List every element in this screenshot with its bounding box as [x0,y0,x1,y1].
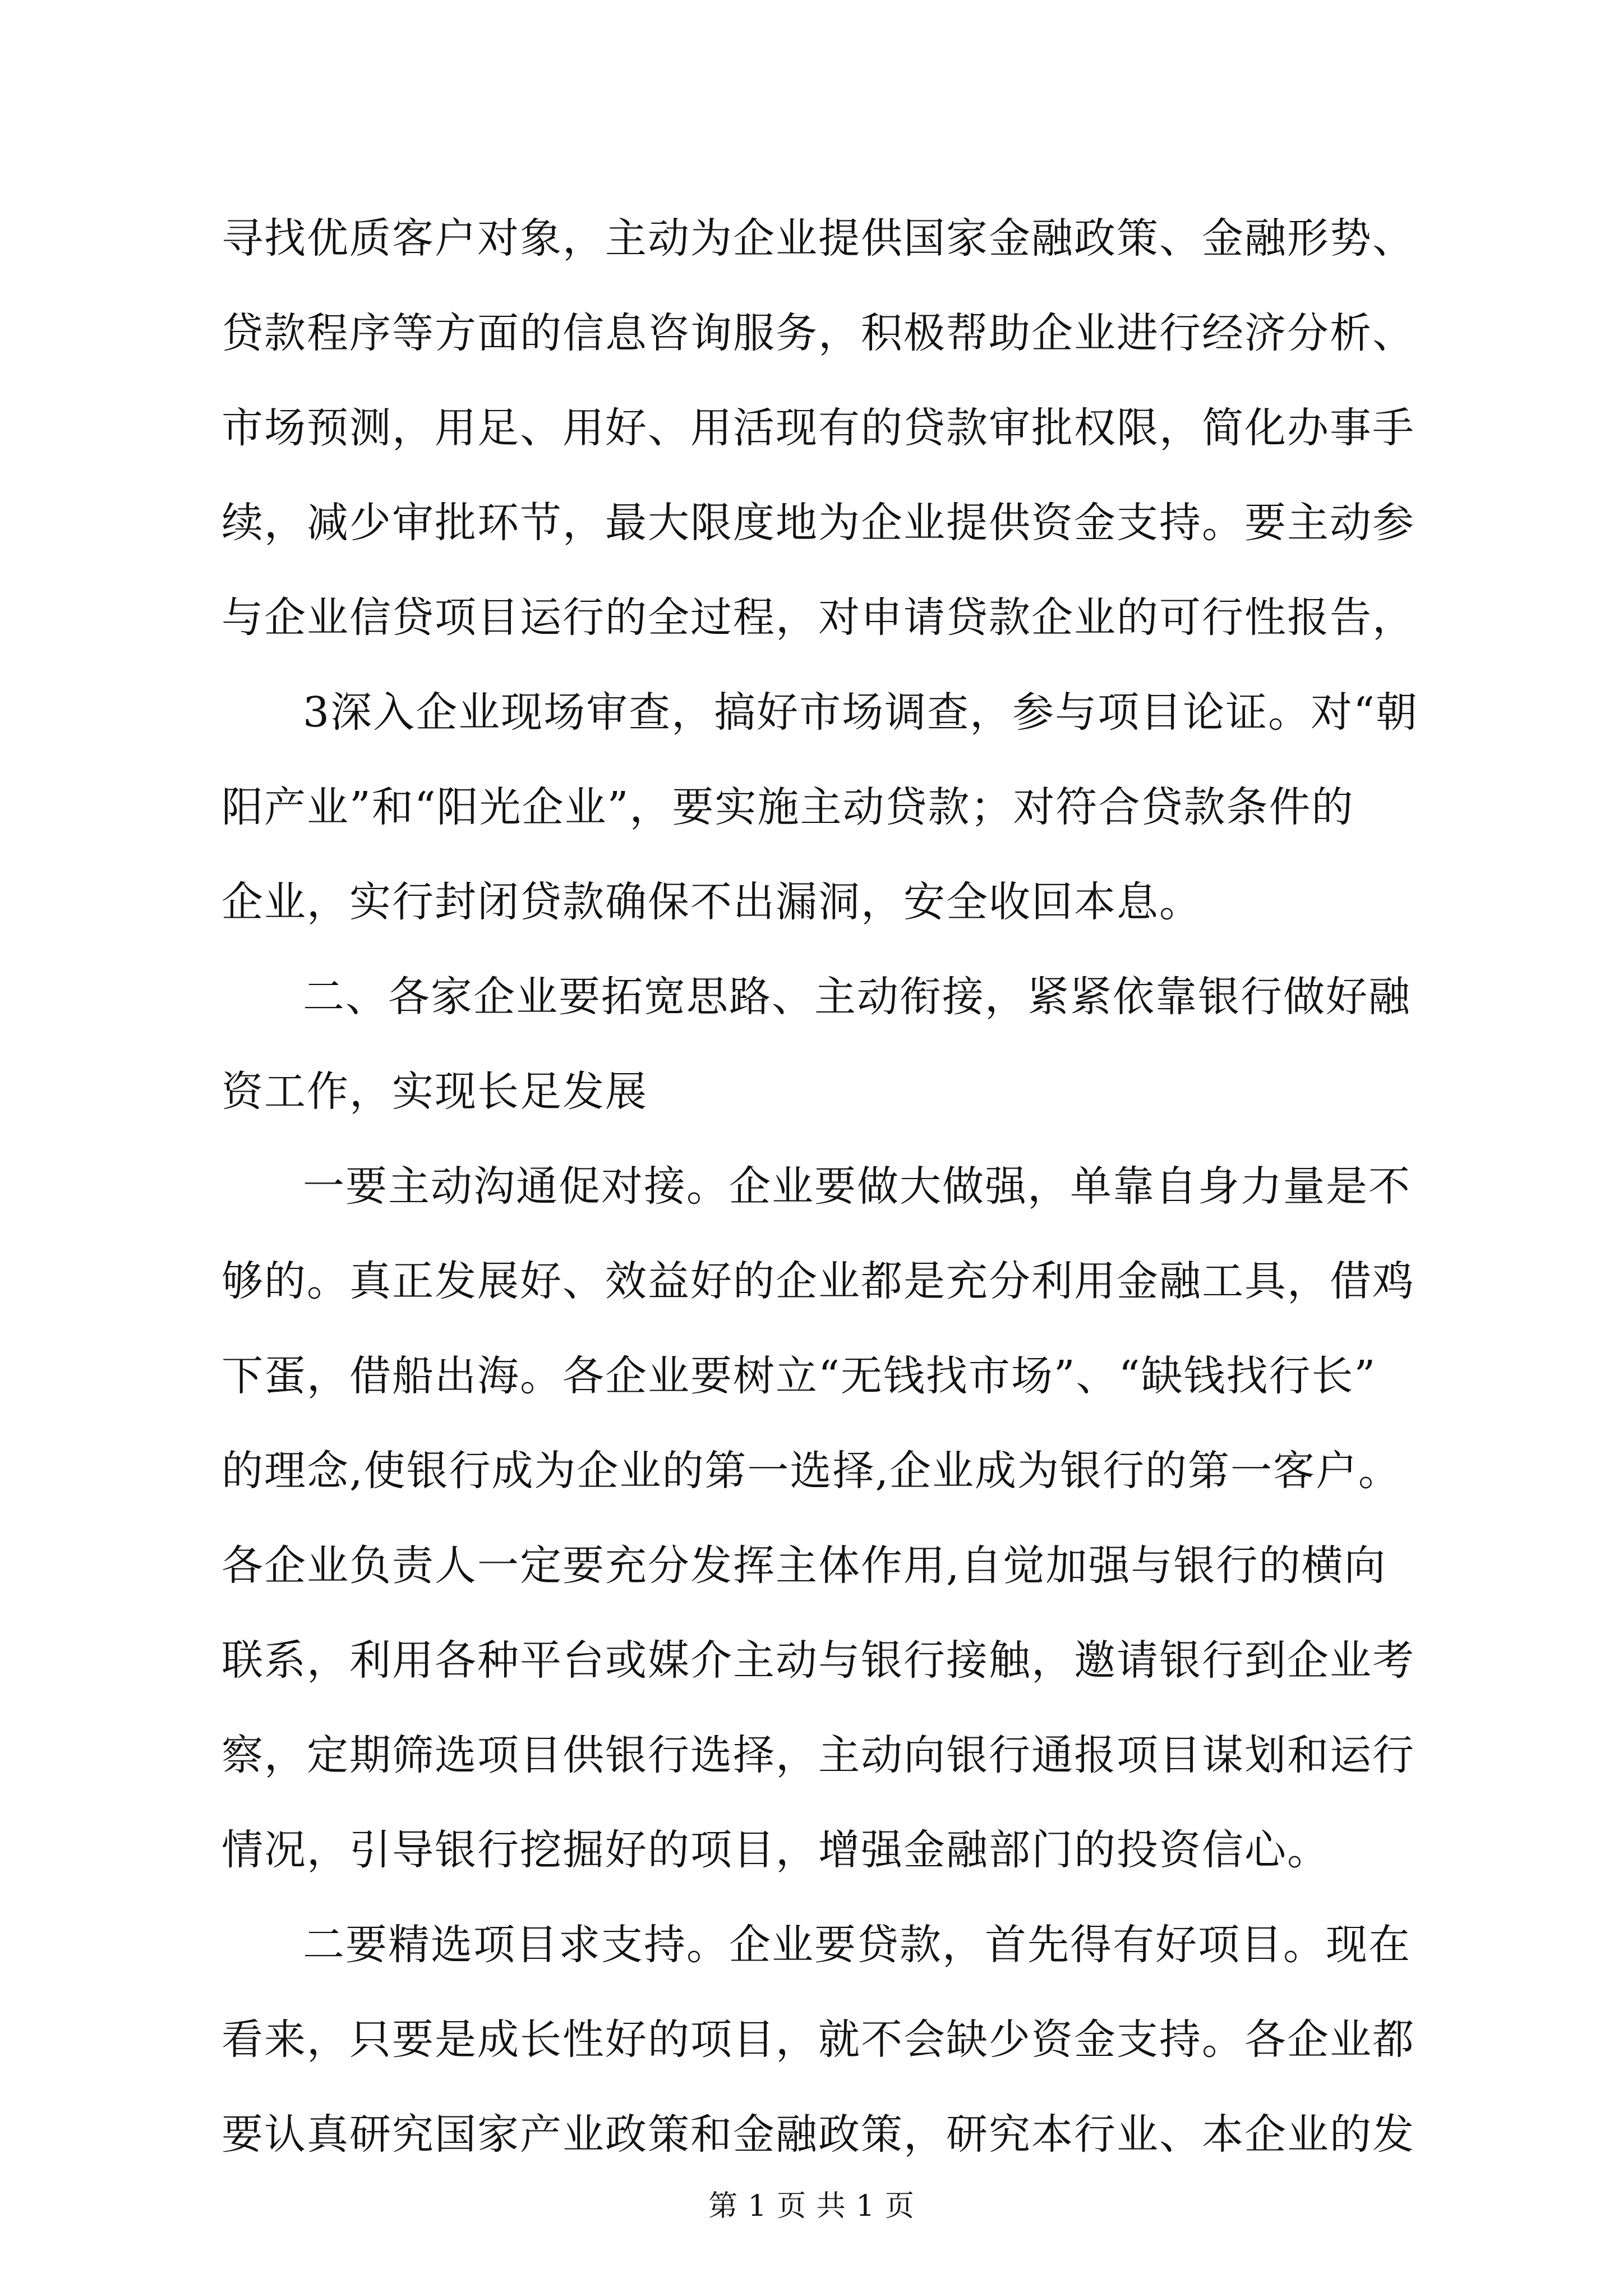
body-text-line: 看来，只要是成长性好的项目，就不会缺少资金支持。各企业都 [222,2016,1415,2064]
page-footer: 第 1 页 共 1 页 [708,2189,915,2223]
body-text-line: 贷款程序等方面的信息咨询服务，积极帮助企业进行经济分析、 [222,309,1415,357]
paragraph-start-line: 二要精选项目求支持。企业要贷款，首先得有好项目。现在 [303,1921,1411,1969]
body-text-line: 够的。真正发展好、效益好的企业都是充分利用金融工具，借鸡 [222,1257,1415,1305]
body-text-line: 的理念,使银行成为企业的第一选择,企业成为银行的第一客户。 [222,1447,1401,1495]
paragraph-start-line: 一要主动沟通促对接。企业要做大做强，单靠自身力量是不 [303,1162,1411,1211]
section-heading-line: 二、各家企业要拓宽思路、主动衔接，紧紧依靠银行做好融 [303,973,1411,1021]
body-text-line: 阳产业”和“阳光企业”，要实施主动贷款；对符合贷款条件的 [222,783,1354,831]
body-text-line: 要认真研究国家产业政策和金融政策，研究本行业、本企业的发 [222,2110,1415,2159]
body-text-line: 察，定期筛选项目供银行选择，主动向银行通报项目谋划和运行 [222,1731,1415,1779]
section-heading-line: 资工作，实现长足发展 [222,1068,648,1116]
body-text-line: 联系，利用各种平台或媒介主动与银行接触，邀请银行到企业考 [222,1636,1415,1685]
body-text-line: 情况，引导银行挖掘好的项目，增强金融部门的投资信心。 [222,1826,1330,1874]
paragraph-start-line: 3深入企业现场审查，搞好市场调查，参与项目论证。对“朝 [303,688,1418,737]
body-text-line: 寻找优质客户对象，主动为企业提供国家金融政策、金融形势、 [222,214,1415,263]
body-text-line: 续，减少审批环节，最大限度地为企业提供资金支持。要主动参 [222,499,1415,547]
body-text-line: 各企业负责人一定要充分发挥主体作用,自觉加强与银行的横向 [222,1542,1387,1590]
body-text-line: 与企业信贷项目运行的全过程，对申请贷款企业的可行性报告， [222,593,1415,642]
body-text-line: 企业，实行封闭贷款确保不出漏洞，安全收回本息。 [222,878,1202,926]
body-text-line: 下蛋，借船出海。各企业要树立“无钱找市场”、“缺钱找行长” [222,1352,1377,1400]
body-text-line: 市场预测，用足、用好、用活现有的贷款审批权限，简化办事手 [222,404,1415,452]
